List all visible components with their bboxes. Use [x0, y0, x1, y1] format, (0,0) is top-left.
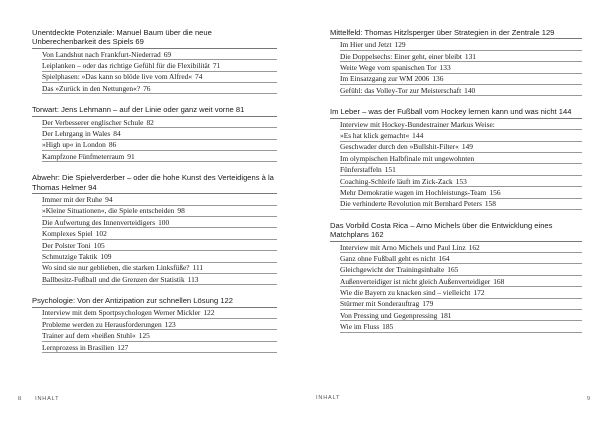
- toc-entry-title: Außenverteidiger ist nicht gleich Außenverteidiger: [340, 276, 491, 286]
- toc-entry-title: »Es hat klick gemacht«: [340, 130, 410, 140]
- toc-entry: [340, 51, 582, 62]
- toc-entry-page: 172: [473, 288, 485, 298]
- toc-entry-title: Schmutzige Taktik: [42, 251, 98, 261]
- toc-entry: [42, 240, 277, 251]
- toc-entry-page: 181: [440, 310, 452, 320]
- toc-entry-page: 98: [177, 206, 185, 216]
- toc-entry-title: Im Hier und Jetzt: [340, 40, 392, 50]
- toc-entry-title: Wie die Bayern zu knacken sind – vielleicht: [340, 288, 471, 298]
- toc-entry-page: 113: [187, 274, 199, 284]
- toc-entry: [42, 60, 277, 71]
- page-number: 9: [586, 395, 590, 402]
- toc-entry: [340, 187, 582, 198]
- toc-entry-title: Lernprozess in Brasilien: [42, 342, 115, 352]
- page-footer-right: [316, 395, 590, 401]
- toc-entry-page: 71: [212, 61, 221, 70]
- toc-entry-list: [330, 242, 582, 333]
- running-head: INHALT: [316, 395, 341, 401]
- toc-entry-title: Ballbesitz-Fußball und die Grenzen der Statistik: [42, 274, 185, 284]
- toc-entry-page: 84: [113, 128, 121, 138]
- toc-section: [330, 107, 582, 210]
- toc-entry: [42, 151, 277, 162]
- toc-entry-page: 158: [484, 199, 496, 209]
- toc-entry-page: 144: [412, 130, 424, 140]
- toc-entry: [42, 251, 277, 262]
- toc-entry-title: Der Lehrgang in Wales: [42, 128, 111, 138]
- toc-entry-title: Wo sind sie nur geblieben, die starken Linksfüße?: [42, 263, 190, 273]
- toc-entry-page: 69: [163, 49, 172, 59]
- toc-entry: [340, 39, 582, 50]
- toc-entry: [340, 310, 582, 321]
- toc-entry: [340, 321, 582, 332]
- toc-entry-page: 156: [489, 187, 501, 197]
- section-title: Das Vorbild Costa Rica – Arno Michels über die Entwicklung eines Matchplans 162: [330, 221, 582, 242]
- toc-entry-title: Wie im Fluss: [340, 322, 380, 332]
- toc-entry-page: 140: [464, 85, 476, 95]
- toc-section: [32, 28, 277, 94]
- toc-entry-title: Im olympischen Halbfinale mit ungewohnten: [340, 153, 475, 163]
- page-number: 8: [18, 395, 22, 402]
- toc-entry-page: 179: [422, 299, 434, 309]
- toc-entry-list: [32, 194, 277, 285]
- toc-section: [32, 105, 277, 162]
- toc-section: [330, 28, 582, 96]
- page-footer-left: [18, 395, 59, 402]
- toc-entry-title: Interview mit Arno Michels und Paul Linz: [340, 242, 466, 252]
- toc-entry-page: 82: [146, 117, 154, 127]
- toc-entry-title: Interview mit Hockey-Bundestrainer Markus Weise:: [340, 119, 495, 129]
- toc-entry-page: 168: [493, 276, 505, 286]
- toc-entry-page: 74: [195, 72, 203, 82]
- toc-entry-list: [32, 117, 277, 163]
- toc-entry-title: Fünferstaffeln: [340, 165, 382, 175]
- toc-entry-page: 185: [382, 322, 394, 332]
- section-title: Mittelfeld: Thomas Hitzlsperger über Strategien in der Zentrale 129: [330, 28, 582, 39]
- toc-entry: [42, 308, 277, 319]
- toc-entry: [42, 217, 277, 228]
- toc-entry-page: 151: [384, 165, 396, 175]
- toc-entry: [340, 74, 582, 85]
- toc-entry-title: Leiplanken – oder das richtige Gefühl für die Flexibilität: [42, 61, 210, 70]
- running-head: INHALT: [35, 396, 60, 402]
- section-title: Psychologie: Von der Antizipation zur schnellen Lösung 122: [32, 296, 277, 307]
- toc-entry-page: 102: [95, 229, 107, 239]
- toc-entry: [340, 287, 582, 298]
- toc-entry: [340, 299, 582, 310]
- toc-entry-title: Stürmer mit Sonderauftrag: [340, 299, 420, 309]
- toc-entry-page: 122: [203, 308, 215, 318]
- toc-entry-page: 86: [108, 140, 117, 150]
- toc-entry: [42, 274, 277, 285]
- section-title: Torwart: Jens Lehmann – auf der Linie oder ganz weit vorne 81: [32, 105, 277, 116]
- toc-entry-title: Das »Zurück in den Nettungen«?: [42, 83, 141, 93]
- toc-entry-title: Der Verbesserer englischer Schule: [42, 117, 144, 127]
- toc-entry-title: Gefühl: das Volley-Tor zur Meisterschaft: [340, 85, 462, 95]
- toc-entry: [42, 140, 277, 151]
- toc-entry-title: Die Aufwertung des Innenverteidigers: [42, 217, 156, 227]
- toc-entry-title: Die verhinderte Revolution mit Bernhard Peters: [340, 199, 482, 209]
- toc-entry-page: 127: [117, 342, 129, 352]
- toc-entry-page: 133: [439, 62, 451, 72]
- toc-entry-page: 131: [464, 51, 476, 61]
- toc-entry-title: Kampfzone Fünfmeterraum: [42, 151, 125, 161]
- toc-entry: [42, 83, 277, 94]
- right-page: [300, 0, 600, 430]
- toc-entry: [42, 72, 277, 83]
- toc-entry-page: 105: [93, 240, 105, 250]
- toc-entry: [42, 263, 277, 274]
- section-title: Abwehr: Die Spielverderber – oder die hohe Kunst des Verteidigens à la Thomas Helmer 94: [32, 173, 277, 194]
- toc-entry: [340, 153, 582, 164]
- toc-entry-page: 125: [138, 331, 150, 341]
- toc-entry: [340, 242, 582, 253]
- toc-entry-list: [330, 39, 582, 96]
- toc-entry: [42, 330, 277, 341]
- toc-section: [32, 296, 277, 353]
- toc-entry-page: 100: [158, 217, 170, 227]
- toc-entry-title: Von Pressing und Gegenpressing: [340, 310, 438, 320]
- toc-entry-page: 94: [105, 194, 113, 204]
- toc-entry-title: Weite Wege vom spanischen Tor: [340, 62, 437, 72]
- toc-entry-title: Trainer auf dem »heißen Stuhl«: [42, 331, 136, 341]
- section-title: Im Leber – was der Fußball vom Hockey lernen kann und was nicht 144: [330, 107, 582, 118]
- toc-entry-page: 162: [468, 242, 480, 252]
- toc-entry-page: 91: [127, 151, 135, 161]
- toc-entry: [340, 62, 582, 73]
- toc-entry-title: Geschwader durch den »Bullshit-Filter«: [340, 142, 459, 152]
- toc-entry-title: Gleichgewicht der Trainingsinhalte: [340, 265, 445, 275]
- toc-entry-title: Von Landshut nach Frankfurt-Niederrad: [42, 49, 161, 59]
- toc-entry-title: Im Einsatzgang zur WM 2006: [340, 74, 430, 84]
- toc-entry-title: Komplexes Spiel: [42, 229, 93, 239]
- toc-entry: [340, 130, 582, 141]
- toc-entry-title: Die Doppelsechs: Einer geht, einer bleibt: [340, 51, 462, 61]
- section-title: Unentdeckte Potenziale: Manuel Baum über die neue Unberechenbarkeit des Spiels 69: [32, 28, 277, 49]
- toc-entry: [340, 264, 582, 275]
- toc-entry-title: Interview mit dem Sportpsychologen Werner Mickler: [42, 308, 201, 318]
- toc-entry: [42, 319, 277, 330]
- toc-entry-title: Der Polster Toni: [42, 240, 91, 250]
- toc-entry: [340, 85, 582, 96]
- toc-entry-page: 123: [164, 319, 176, 329]
- toc-entry: [42, 194, 277, 205]
- toc-entry-title: Probleme werden zu Herausforderungen: [42, 319, 162, 329]
- toc-section: [32, 173, 277, 285]
- toc-entry-page: 153: [455, 176, 467, 186]
- toc-entry: [340, 253, 582, 264]
- toc-entry-title: Spielphasen: »Das kann so blöde live vom Alfred«: [42, 72, 193, 82]
- toc-entry-list: [32, 308, 277, 354]
- toc-entry: [42, 128, 277, 139]
- toc-entry-page: 136: [432, 74, 444, 84]
- toc-column-right: [330, 28, 582, 344]
- toc-entry: [42, 117, 277, 128]
- toc-entry: [340, 119, 582, 130]
- toc-entry: [340, 276, 582, 287]
- toc-entry-title: Ganz ohne Fußball geht es nicht: [340, 253, 436, 263]
- toc-entry-page: 111: [192, 263, 204, 273]
- toc-section: [330, 221, 582, 333]
- toc-entry: [42, 49, 277, 60]
- toc-entry: [340, 199, 582, 210]
- toc-entry-page: 129: [394, 40, 406, 50]
- toc-entry: [42, 228, 277, 239]
- toc-entry-title: »Kleine Situationen«, die Spiele entscheiden: [42, 206, 175, 216]
- toc-entry-page: 165: [447, 265, 459, 275]
- toc-entry-page: 76: [143, 83, 151, 93]
- toc-entry-page: 109: [100, 251, 112, 261]
- toc-entry-title: Mehr Demokratie wagen im Hochleistungs-Team: [340, 187, 487, 197]
- toc-entry-list: [330, 119, 582, 210]
- toc-entry-list: [32, 49, 277, 95]
- toc-entry-title: Coaching-Schleife läuft im Zick-Zack: [340, 176, 453, 186]
- toc-entry: [340, 164, 582, 175]
- toc-entry-page: 164: [438, 253, 450, 263]
- toc-entry-title: Immer mit der Ruhe: [42, 194, 103, 204]
- toc-entry-page: 149: [461, 142, 473, 152]
- toc-entry: [42, 342, 277, 353]
- toc-entry: [340, 142, 582, 153]
- toc-entry: [42, 206, 277, 217]
- toc-entry: [340, 176, 582, 187]
- toc-entry-title: »High up« in London: [42, 140, 106, 150]
- toc-column-left: [32, 28, 277, 364]
